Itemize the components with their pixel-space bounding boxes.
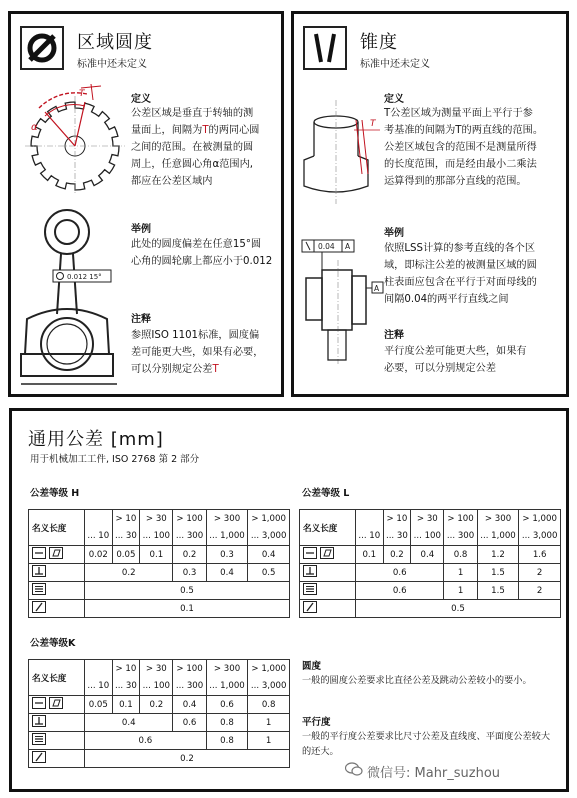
grade-l-table: [299, 509, 561, 618]
symmetry-icon: [303, 583, 317, 598]
runout-icon: [32, 751, 46, 766]
tolerance-value: 0.5: [248, 564, 290, 582]
name-header: 名义长度: [29, 660, 85, 696]
tolerance-value: 1: [248, 732, 290, 750]
fig-label-alpha: α: [31, 122, 38, 133]
table-row: [300, 582, 561, 600]
definition-line: 之间的范围。在被测量的圆: [131, 142, 254, 153]
perpendicularity-icon: [32, 715, 46, 730]
tolerance-value: 0.2: [140, 696, 173, 714]
panel-subtitle: 标准中还未定义: [77, 59, 147, 70]
range-bottom: ... 30: [383, 528, 411, 546]
tolerance-value: 0.1: [85, 600, 290, 618]
range-bottom: ... 3,000: [519, 528, 561, 546]
tolerance-value: 0.6: [356, 582, 444, 600]
range-top: > 100: [444, 510, 477, 528]
tolerance-value: 0.1: [356, 546, 384, 564]
panel-header: [294, 14, 566, 80]
table-row: [29, 546, 290, 564]
panel-title: 区域圆度: [77, 32, 153, 53]
tolerance-value: 0.1: [112, 696, 140, 714]
watermark: 微信号: Mahr_suzhou: [345, 762, 500, 781]
wechat-icon: [345, 762, 363, 781]
tolerance-value: 0.4: [85, 714, 173, 732]
tolerance-value: 0.4: [173, 696, 206, 714]
tolerance-value: 0.2: [383, 546, 411, 564]
tolerance-value: 0.4: [411, 546, 444, 564]
panel-subtitle: 标准中还未定义: [360, 59, 430, 70]
range-top: > 300: [206, 660, 248, 678]
grade-h-table: [28, 509, 290, 618]
panel-taper: [291, 11, 569, 397]
range-bottom: ... 10: [85, 678, 113, 696]
range-top: > 30: [140, 660, 173, 678]
grade-k-table: [28, 659, 290, 768]
roundness-symbol-icon: [20, 26, 64, 70]
range-bottom: ... 10: [85, 528, 113, 546]
name-header: 名义长度: [29, 510, 85, 546]
straightness-icon: [32, 697, 46, 712]
tolerance-value: 1.6: [519, 546, 561, 564]
tolerance-value: 0.5: [85, 582, 290, 600]
panel-header: [11, 14, 281, 80]
grade-k-label: 公差等级K: [30, 638, 76, 649]
flatness-icon: [49, 547, 63, 562]
tolerance-value: 0.6: [206, 696, 248, 714]
range-bottom: ... 1,000: [477, 528, 519, 546]
range-top: > 1,000: [248, 510, 290, 528]
roundness-gear-figure: [17, 84, 127, 194]
tolerance-value: 1: [444, 582, 477, 600]
fig-callout-ref: A: [345, 242, 351, 251]
tolerance-value: 0.5: [356, 600, 561, 618]
symmetry-icon: [32, 733, 46, 748]
range-bottom: ... 30: [112, 678, 140, 696]
shaft-example-figure: [300, 236, 384, 366]
tolerance-value: 0.2: [85, 750, 290, 768]
range-top: > 10: [383, 510, 411, 528]
note-parallel-text: 一般的平行度公差要求比尺寸公差及直线度、平面度公差较大的还大。: [302, 731, 551, 757]
tolerance-value: 1.2: [477, 546, 519, 564]
table-row: [29, 564, 290, 582]
tolerance-value: 0.2: [173, 546, 206, 564]
tolerance-value: 1: [444, 564, 477, 582]
note-title: 注释: [131, 314, 151, 325]
range-bottom: ... 100: [411, 528, 444, 546]
range-bottom: ... 3,000: [248, 678, 290, 696]
tolerance-value: 0.3: [173, 564, 206, 582]
range-bottom: ... 30: [112, 528, 140, 546]
note-text: 参照ISO 1101标准，圆度偏 差可能更大些，如果有必要， 可以分别规定公差T: [131, 330, 264, 375]
tolerance-value: 1.5: [477, 582, 519, 600]
tolerance-value: 0.8: [206, 714, 248, 732]
panel-title: 锥度: [360, 32, 398, 53]
table-row: [29, 732, 290, 750]
example-title: 举例: [131, 224, 151, 235]
flatness-icon: [320, 547, 334, 562]
tolerance-value: 0.8: [248, 696, 290, 714]
range-bottom: ... 300: [173, 678, 206, 696]
range-bottom: ... 10: [356, 528, 384, 546]
tolerance-value: 0.4: [248, 546, 290, 564]
perpendicularity-icon: [32, 565, 46, 580]
range-top: > 30: [140, 510, 173, 528]
range-bottom: ... 1,000: [206, 678, 248, 696]
definition-text: [131, 105, 283, 190]
section-subtitle: 用于机械加工工件, ISO 2768 第 2 部分: [30, 454, 200, 465]
table-row: [29, 600, 290, 618]
note-parallel-title: 平行度: [302, 717, 331, 728]
cylinder-figure: [300, 94, 388, 214]
table-row: [29, 696, 290, 714]
flatness-icon: [49, 697, 63, 712]
perpendicularity-icon: [303, 565, 317, 580]
definition-line: 公差区域是垂直于转轴的测: [131, 108, 254, 119]
tolerance-value: 0.05: [112, 546, 140, 564]
tolerance-value: 1.5: [477, 564, 519, 582]
fig-label-t: T: [370, 119, 376, 129]
range-top: > 100: [173, 660, 206, 678]
fig-callout: 0.012 15°: [67, 273, 102, 281]
note-title: 注释: [384, 330, 404, 341]
symmetry-icon: [32, 583, 46, 598]
grade-l-label: 公差等级 L: [302, 488, 350, 499]
range-bottom: ... 100: [140, 678, 173, 696]
tolerance-value: 0.05: [85, 696, 113, 714]
range-top: > 30: [411, 510, 444, 528]
table-row: [29, 582, 290, 600]
range-top: > 10: [112, 510, 140, 528]
tolerance-value: 0.6: [85, 732, 207, 750]
table-row: [29, 750, 290, 768]
note-roundness-text: 一般的圆度公差要求比直径公差及跳动公差较小的要小。: [302, 675, 532, 686]
definition-title: 定义: [384, 94, 404, 105]
fig-datum: A: [374, 284, 380, 293]
tolerance-value: 0.6: [173, 714, 206, 732]
definition-text: T公差区域为测量平面上平行于参 考基准的间隔为T的两直线的范围。 公差区域包含的范围不是测量所得 的长度范围，而是经由最小二乘法 运算得到的那部分直线的范围。: [384, 108, 544, 187]
tolerance-value: 0.02: [85, 546, 113, 564]
table-row: [300, 564, 561, 582]
connecting-rod-figure: [17, 204, 127, 394]
tolerance-value: 0.4: [206, 564, 248, 582]
table-row: [29, 714, 290, 732]
range-bottom: ... 1,000: [206, 528, 248, 546]
range-bottom: ... 100: [140, 528, 173, 546]
tolerance-value: 0.8: [206, 732, 248, 750]
tolerance-value: 0.6: [356, 564, 444, 582]
straightness-icon: [32, 547, 46, 562]
definition-line: 量面上，间隔为T的两同心圆: [131, 125, 260, 136]
fig-label-t: T: [79, 89, 85, 99]
fig-callout-val: 0.04: [318, 242, 335, 251]
panel-general-tolerance: [9, 408, 569, 792]
tolerance-value: 1: [248, 714, 290, 732]
range-top: > 300: [477, 510, 519, 528]
tolerance-value: 0.1: [140, 546, 173, 564]
definition-line: 周上，任意圆心角α范围内,: [131, 159, 254, 170]
tolerance-value: 0.3: [206, 546, 248, 564]
straightness-icon: [303, 547, 317, 562]
range-bottom: ... 3,000: [248, 528, 290, 546]
grade-h-label: 公差等级 H: [30, 488, 80, 499]
table-row: [300, 600, 561, 618]
name-header: 名义长度: [300, 510, 356, 546]
example-text: 此处的圆度偏差在任意15°圆 心角的圆轮廓上都应小于0.012: [131, 239, 273, 267]
range-top: > 300: [206, 510, 248, 528]
range-top: > 100: [173, 510, 206, 528]
tolerance-value: 0.2: [85, 564, 173, 582]
runout-icon: [303, 601, 317, 616]
section-title: 通用公差 [mm]: [28, 429, 164, 450]
table-row: [300, 546, 561, 564]
note-roundness-title: 圆度: [302, 661, 322, 672]
range-top: > 1,000: [519, 510, 561, 528]
panel-roundness: [8, 11, 284, 397]
note-text: 平行度公差可能更大些，如果有 必要，可以分别规定公差: [384, 346, 527, 374]
example-title: 举例: [384, 228, 404, 239]
tolerance-value: 0.8: [444, 546, 477, 564]
runout-icon: [32, 601, 46, 616]
range-bottom: ... 300: [173, 528, 206, 546]
definition-title: 定义: [131, 94, 151, 105]
tolerance-value: 2: [519, 582, 561, 600]
definition-line: 都应在公差区域内: [131, 176, 213, 187]
tolerance-value: 2: [519, 564, 561, 582]
taper-symbol-icon: [303, 26, 347, 70]
range-top: > 10: [112, 660, 140, 678]
range-top: > 1,000: [248, 660, 290, 678]
example-text: 依照LSS计算的参考直线的各个区 域，即标注公差的被测量区域的圆 柱表面应包含在平行于对面母线的 间隔0.04的两平行直线之间: [384, 243, 537, 305]
range-bottom: ... 300: [444, 528, 477, 546]
